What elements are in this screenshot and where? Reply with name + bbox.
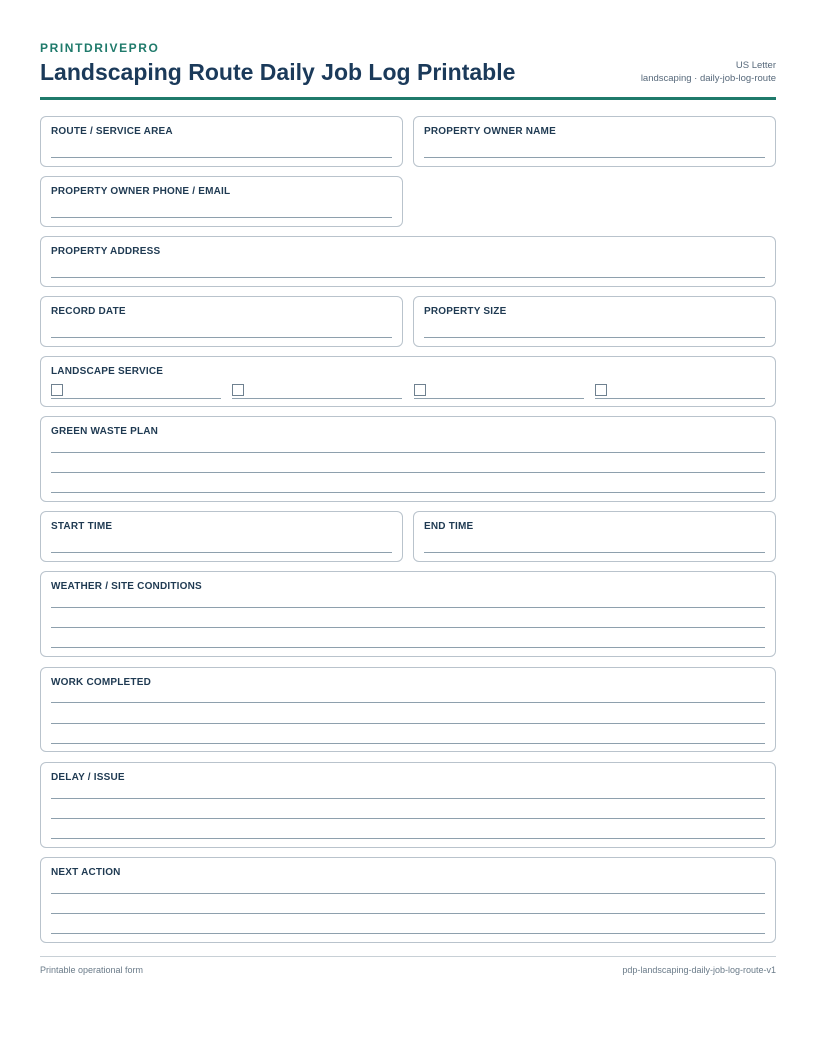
write-line[interactable] xyxy=(51,157,392,158)
tags-label: landscaping · daily-job-log-route xyxy=(640,73,776,84)
page-title: Landscaping Route Daily Job Log Printable xyxy=(40,59,516,85)
paper-size-label: US Letter xyxy=(735,60,776,71)
property-owner-name-field xyxy=(413,116,776,167)
record-date-field xyxy=(40,296,403,347)
field-label: PROPERTY OWNER NAME xyxy=(424,126,556,137)
service-option[interactable] xyxy=(232,383,402,399)
field-label: PROPERTY OWNER PHONE / EMAIL xyxy=(51,186,231,197)
service-option[interactable] xyxy=(51,383,221,399)
write-line[interactable] xyxy=(424,157,765,158)
write-line[interactable] xyxy=(51,798,765,799)
checkbox[interactable] xyxy=(51,384,63,396)
write-line[interactable] xyxy=(51,723,765,724)
field-label: DELAY / ISSUE xyxy=(51,772,125,783)
property-owner-contact-field xyxy=(40,176,403,227)
work-completed-field xyxy=(40,667,776,752)
write-line[interactable] xyxy=(51,893,765,894)
form-footer xyxy=(40,956,776,975)
checkbox[interactable] xyxy=(232,384,244,396)
write-line[interactable] xyxy=(232,398,402,399)
write-line[interactable] xyxy=(424,337,765,338)
write-line[interactable] xyxy=(51,452,765,453)
field-label: NEXT ACTION xyxy=(51,867,121,878)
start-time-field xyxy=(40,511,403,562)
write-line[interactable] xyxy=(51,913,765,914)
write-line[interactable] xyxy=(51,472,765,473)
field-label: START TIME xyxy=(51,521,113,532)
write-line[interactable] xyxy=(51,552,392,553)
write-line[interactable] xyxy=(51,702,765,703)
write-line[interactable] xyxy=(51,647,765,648)
end-time-field xyxy=(413,511,776,562)
write-line[interactable] xyxy=(51,743,765,744)
write-line[interactable] xyxy=(51,933,765,934)
write-line[interactable] xyxy=(51,492,765,493)
route-service-area-field xyxy=(40,116,403,167)
field-label: PROPERTY ADDRESS xyxy=(51,246,161,257)
field-label: LANDSCAPE SERVICE xyxy=(51,366,164,377)
footer-description: Printable operational form xyxy=(40,965,144,975)
brand-logo: PRINTDRIVEPRO xyxy=(40,41,160,55)
field-label: RECORD DATE xyxy=(51,306,126,317)
service-option[interactable] xyxy=(595,383,765,399)
green-waste-plan-field xyxy=(40,416,776,502)
delay-issue-field xyxy=(40,762,776,848)
write-line[interactable] xyxy=(51,607,765,608)
write-line[interactable] xyxy=(595,398,765,399)
write-line[interactable] xyxy=(51,838,765,839)
form-id: pdp-landscaping-daily-job-log-route-v1 xyxy=(622,965,776,975)
checkbox[interactable] xyxy=(414,384,426,396)
field-label: PROPERTY SIZE xyxy=(424,306,507,317)
property-size-field xyxy=(413,296,776,347)
landscape-service-field xyxy=(40,356,776,407)
field-label: WORK COMPLETED xyxy=(51,677,152,688)
write-line[interactable] xyxy=(51,217,392,218)
next-action-field xyxy=(40,857,776,943)
form-header xyxy=(40,40,776,100)
field-label: ROUTE / SERVICE AREA xyxy=(51,126,173,137)
field-label: GREEN WASTE PLAN xyxy=(51,426,159,437)
write-line[interactable] xyxy=(51,398,221,399)
field-label: WEATHER / SITE CONDITIONS xyxy=(51,581,202,592)
write-line[interactable] xyxy=(414,398,584,399)
checkbox[interactable] xyxy=(595,384,607,396)
property-address-field xyxy=(40,236,776,287)
write-line[interactable] xyxy=(51,627,765,628)
write-line[interactable] xyxy=(51,818,765,819)
write-line[interactable] xyxy=(51,337,392,338)
write-line[interactable] xyxy=(424,552,765,553)
write-line[interactable] xyxy=(51,277,765,278)
header-meta xyxy=(641,59,776,85)
weather-site-conditions-field xyxy=(40,571,776,657)
service-option[interactable] xyxy=(414,383,584,399)
field-label: END TIME xyxy=(424,521,474,532)
